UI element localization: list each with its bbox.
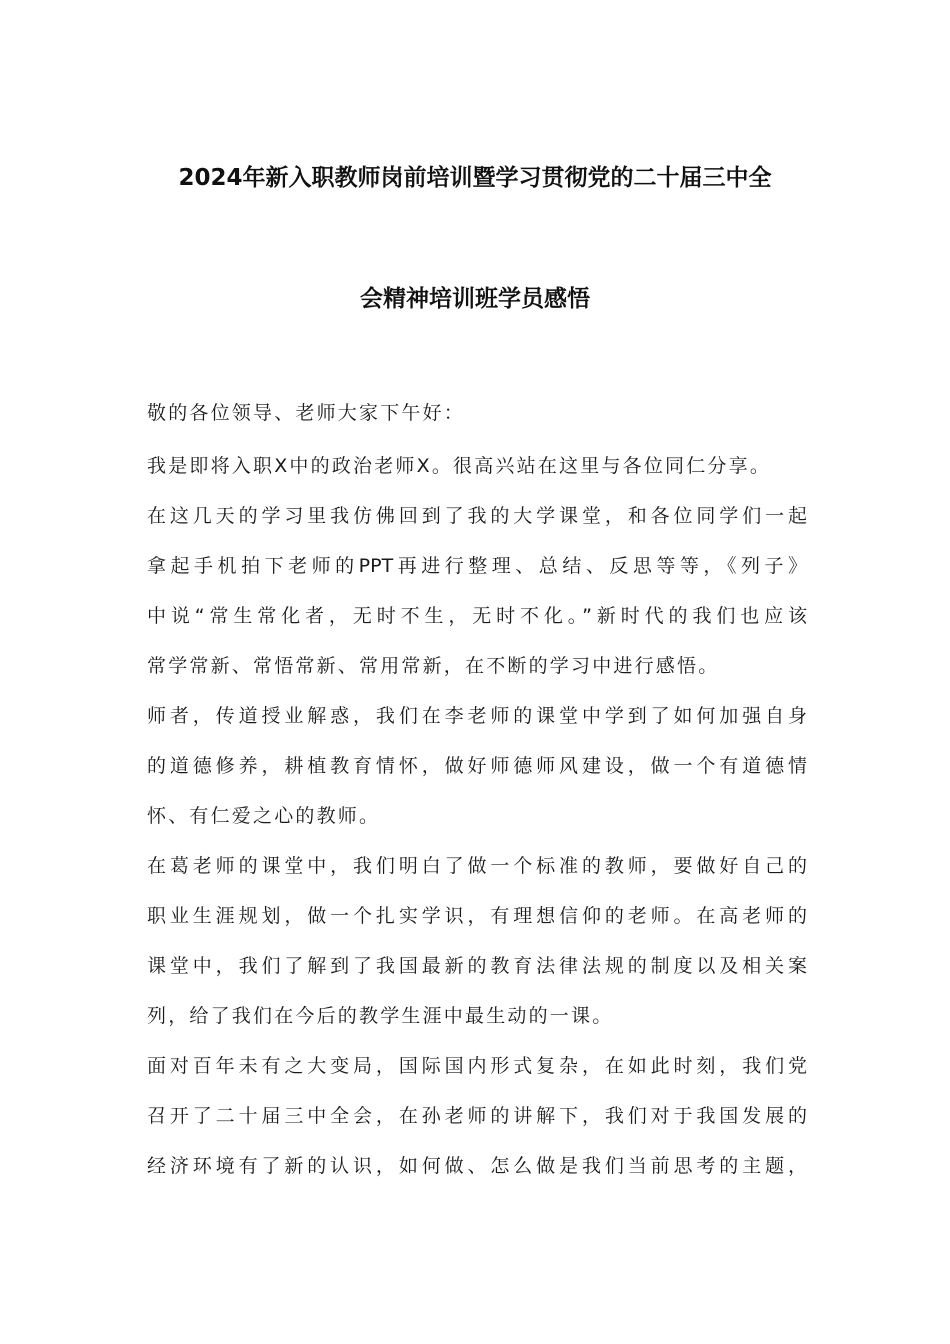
body-line: 我是即将入职X中的政治老师X。很高兴站在这里与各位同仁分享。 — [147, 455, 772, 477]
document-title-line-2: 会精神培训班学员感悟 — [360, 286, 590, 312]
body-line-greeting: 敬的各位领导、老师大家下午好： — [147, 402, 466, 424]
body-line: 职业生涯规划，做一个扎实学识，有理想信仰的老师。在高老师的 — [147, 905, 807, 927]
body-line: 经济环境有了新的认识，如何做、怎么做是我们当前思考的主题， — [147, 1155, 807, 1177]
body-line: 列，给了我们在今后的教学生涯中最生动的一课。 — [147, 1005, 614, 1027]
body-line: 常学常新、常悟常新、常用常新，在不断的学习中进行感悟。 — [147, 655, 720, 677]
body-line: 怀、有仁爱之心的教师。 — [147, 805, 381, 827]
body-line: 拿起手机拍下老师的PPT再进行整理、总结、反思等等，《列子》 — [147, 555, 807, 577]
body-line: 面对百年未有之大变局，国际国内形式复杂，在如此时刻，我们党 — [147, 1055, 807, 1077]
body-line: 的道德修养，耕植教育情怀，做好师德师风建设，做一个有道德情 — [147, 755, 807, 777]
document-title-line-1: 2024年新入职教师岗前培训暨学习贯彻党的二十届三中全 — [178, 165, 772, 191]
body-line: 师者，传道授业解惑，我们在李老师的课堂中学到了如何加强自身 — [147, 705, 807, 727]
body-line: 在葛老师的课堂中，我们明白了做一个标准的教师，要做好自己的 — [147, 855, 807, 877]
body-line: 中说“常生常化者，无时不生，无时不化。”新时代的我们也应该 — [147, 605, 807, 627]
body-line: 在这几天的学习里我仿佛回到了我的大学课堂，和各位同学们一起 — [147, 505, 807, 527]
body-line: 课堂中，我们了解到了我国最新的教育法律法规的制度以及相关案 — [147, 955, 807, 977]
body-line: 召开了二十届三中全会，在孙老师的讲解下，我们对于我国发展的 — [147, 1105, 807, 1127]
